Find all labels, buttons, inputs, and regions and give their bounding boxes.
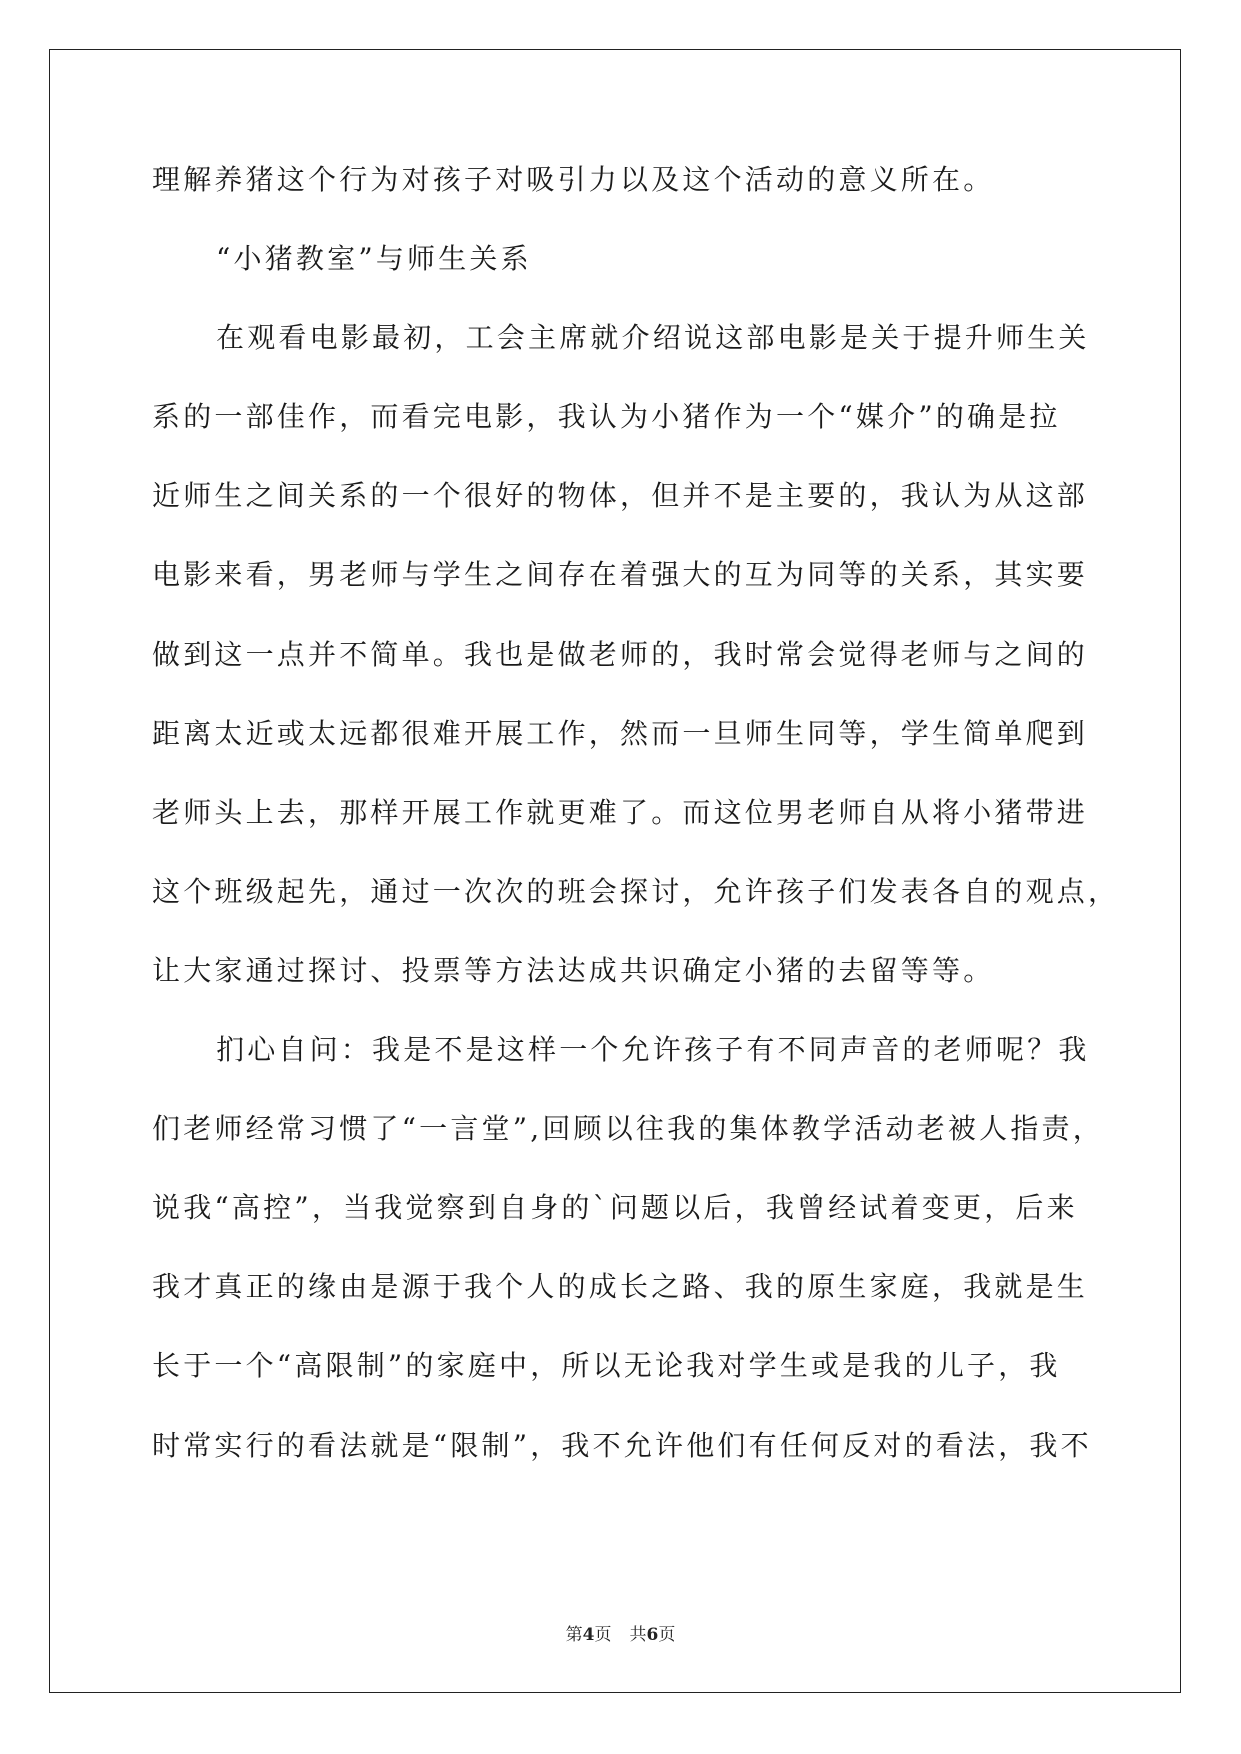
text-line: 说我“高控”，当我觉察到自身的`问题以后，我曾经试着变更，后来	[152, 1191, 1078, 1225]
text-line: 扪心自问：我是不是这样一个允许孩子有不同声音的老师呢？我	[216, 1033, 1090, 1067]
document-body	[152, 160, 1120, 1505]
text-line: 做到这一点并不简单。我也是做老师的，我时常会觉得老师与之间的	[152, 637, 1089, 671]
footer-total-pages: 6	[646, 1625, 659, 1645]
text-line: 让大家通过探讨、投票等方法达成共识确定小猪的去留等等。	[152, 953, 995, 987]
text-line: 理解养猪这个行为对孩子对吸引力以及这个活动的意义所在。	[152, 163, 995, 196]
text-line: 老师头上去，那样开展工作就更难了。而这位男老师自从将小猪带进	[152, 795, 1089, 829]
footer-page-number: 4	[582, 1625, 595, 1645]
text-line: 系的一部佳作，而看完电影，我认为小猪作为一个“媒介”的确是拉	[152, 400, 1061, 434]
text-line: 这个班级起先，通过一次次的班会探讨，允许孩子们发表各自的观点，	[152, 874, 1120, 908]
text-line: 我才真正的缘由是源于我个人的成长之路、我的原生家庭，我就是生	[152, 1270, 1089, 1304]
footer-total-unit: 页	[658, 1625, 676, 1645]
footer-prefix: 第	[565, 1625, 583, 1645]
text-line: 近师生之间关系的一个很好的物体，但并不是主要的，我认为从这部	[152, 479, 1089, 513]
footer-page-unit: 页	[594, 1625, 612, 1645]
text-line: 电影来看，男老师与学生之间存在着强大的互为同等的关系，其实要	[152, 558, 1089, 592]
text-line: 在观看电影最初，工会主席就介绍说这部电影是关于提升师生关	[216, 321, 1090, 355]
text-line: 们老师经常习惯了“一言堂”,回顾以往我的集体教学活动老被人指责，	[152, 1112, 1104, 1146]
text-line: 距离太近或太远都很难开展工作，然而一旦师生同等，学生简单爬到	[152, 716, 1089, 750]
text-line: 长于一个“高限制”的家庭中，所以无论我对学生或是我的儿子，我	[152, 1349, 1061, 1383]
section-heading: “小猪教室”与师生关系	[216, 242, 532, 276]
footer-total-prefix: 共	[629, 1625, 647, 1645]
text-line: 时常实行的看法就是“限制”，我不允许他们有任何反对的看法，我不	[152, 1428, 1092, 1462]
page-footer	[0, 1620, 1241, 1645]
